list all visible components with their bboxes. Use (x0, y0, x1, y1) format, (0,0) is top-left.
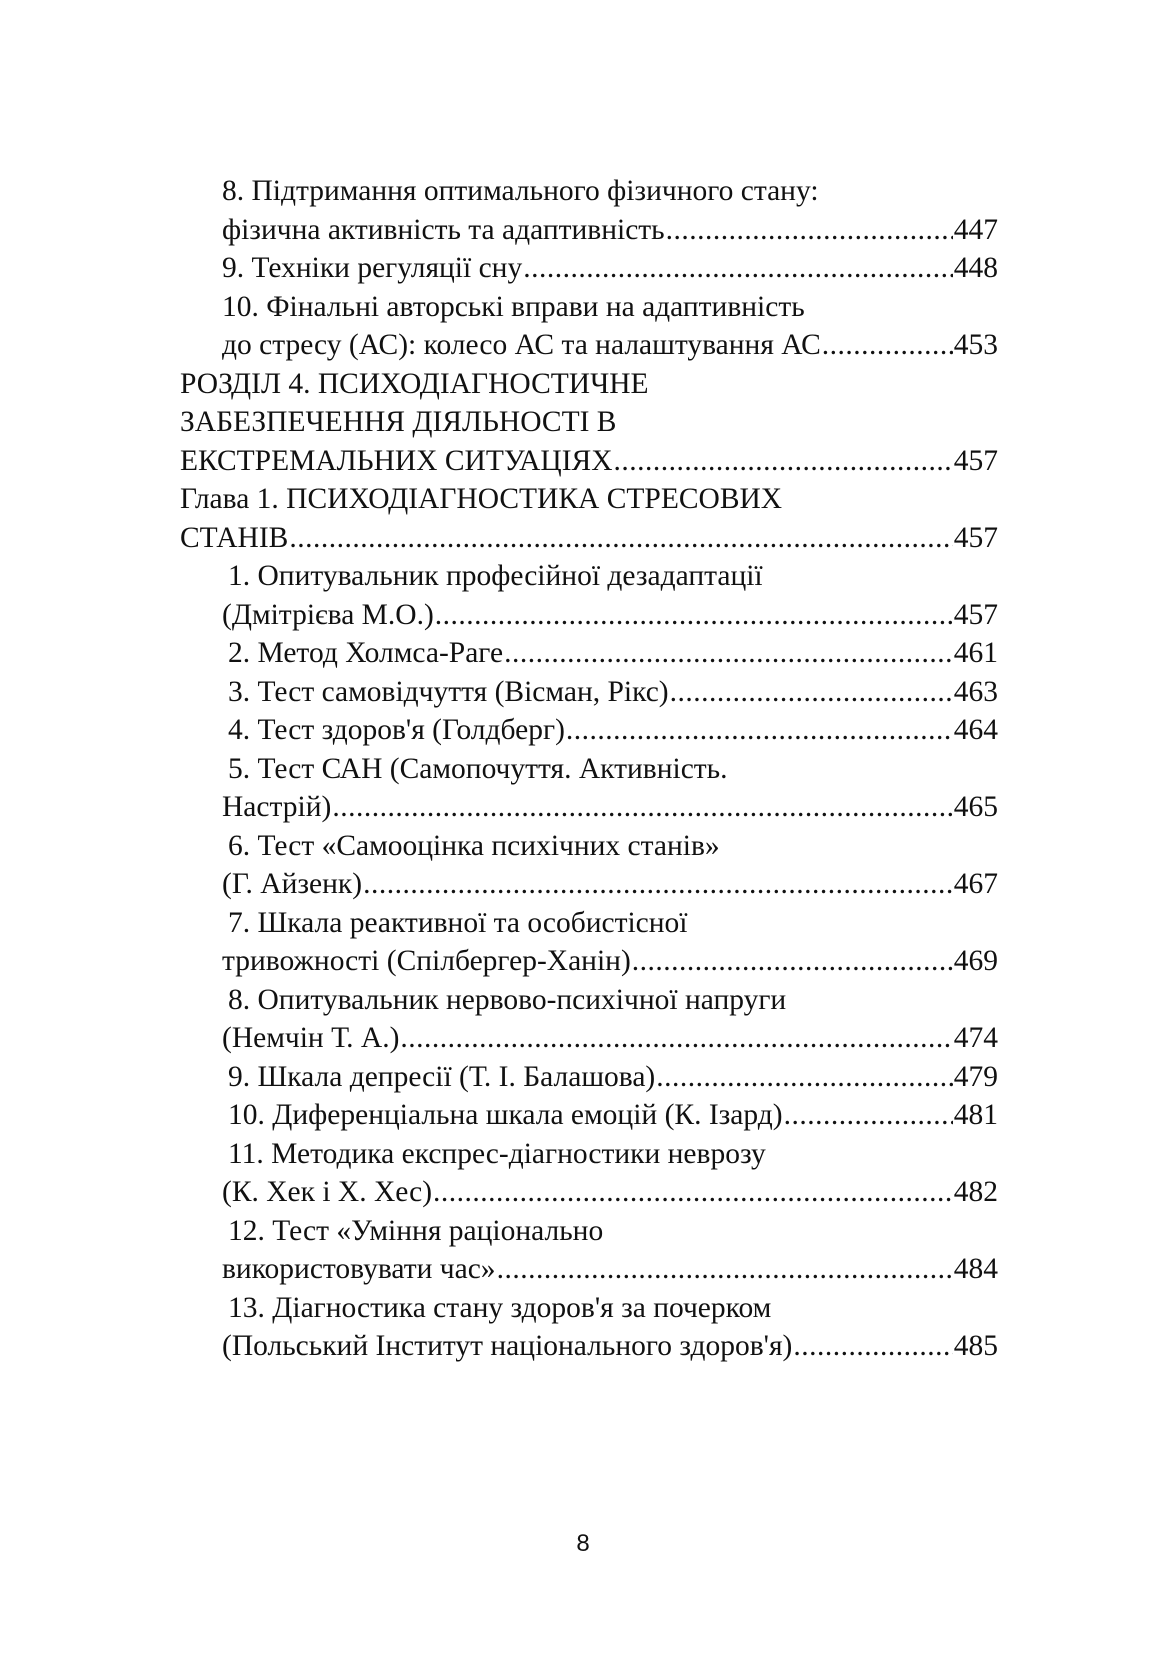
dot-leader (504, 634, 953, 673)
toc-entry (180, 634, 998, 673)
toc-entry-title: 4. Тест здоров'я (Голдберг) (228, 714, 565, 746)
toc-entry-title: 8. Опитувальник нервово-психічної напруги (228, 983, 787, 1016)
toc-entry-title: 2. Метод Холмса-Раге (228, 637, 504, 669)
toc-entry-title: 9. Техніки регуляції сну (222, 252, 523, 284)
toc-entry (180, 750, 998, 789)
toc-entry-page: 448 (953, 252, 998, 284)
toc-entry (180, 288, 998, 327)
toc-entry-title: (Дмітрієва М.О.) (222, 598, 434, 631)
dot-leader (784, 1096, 953, 1135)
toc-entry-title: 6. Тест «Самооцінка психічних станів» (228, 829, 720, 862)
toc-entry-title: Настрій) (222, 791, 332, 823)
toc-entry (180, 1250, 998, 1289)
dot-leader (435, 596, 953, 635)
toc-entry-title: 10. Диференціальна шкала емоцій (К. Ізард) (228, 1099, 783, 1131)
dot-leader (523, 249, 953, 288)
toc-entry (180, 1096, 998, 1135)
dot-leader (566, 711, 953, 750)
toc-entry (180, 172, 998, 211)
toc-entry-title: 11. Методика експрес-діагностики неврозу (228, 1137, 766, 1170)
toc-entry-page: 484 (953, 1253, 998, 1285)
toc-entry-page: 447 (953, 213, 998, 246)
toc-entry (180, 1019, 998, 1058)
toc-entry-title: (К. Хек і Х. Хес) (222, 1176, 433, 1208)
dot-leader (332, 788, 952, 827)
page-number: 8 (576, 1530, 590, 1557)
toc-entry-page: 453 (953, 329, 998, 361)
toc-entry (180, 1212, 998, 1251)
toc-entry-title: використовувати час» (222, 1253, 496, 1285)
toc-entry (180, 827, 998, 866)
toc-entry-title: 3. Тест самовідчуття (Вісман, Рікс) (228, 675, 669, 708)
toc-entry-title: ЕКСТРЕМАЛЬНИХ СИТУАЦІЯХ (180, 444, 613, 477)
dot-leader (400, 1019, 952, 1058)
dot-leader (614, 442, 953, 481)
toc-entry (180, 480, 998, 519)
toc-entry-page: 457 (953, 598, 998, 631)
toc-entry-page: 481 (953, 1099, 998, 1131)
toc-entry-title: (Г. Айзенк) (222, 868, 363, 900)
toc-entry-title: тривожності (Спілбергер-Ханін) (222, 945, 631, 977)
toc-entry (180, 249, 998, 288)
toc-entry (180, 596, 998, 635)
toc-entry (180, 211, 998, 250)
toc-entry-title: 7. Шкала реактивної та особистісної (228, 906, 688, 939)
toc-entry-page: 464 (953, 714, 998, 746)
toc-entry-title: фізична активність та адаптивність (222, 213, 665, 246)
toc-entry (180, 904, 998, 943)
toc-entry-page: 457 (953, 521, 998, 554)
toc-entry-title: 10. Фінальні авторські вправи на адаптивність (222, 290, 805, 323)
toc-entry-title: до стресу (АС): колесо АС та налаштування АС (222, 329, 821, 361)
table-of-contents (180, 172, 998, 1366)
toc-entry-page: 482 (953, 1176, 998, 1208)
toc-entry (180, 942, 998, 981)
toc-entry-page: 461 (953, 637, 998, 669)
dot-leader (289, 519, 952, 558)
dot-leader (632, 942, 953, 981)
toc-entry-title: 5. Тест САН (Самопочуття. Активність. (228, 752, 728, 785)
toc-entry-title: Глава 1. ПСИХОДІАГНОСТИКА СТРЕСОВИХ (180, 483, 783, 515)
toc-entry (180, 1289, 998, 1328)
toc-entry-title: 13. Діагностика стану здоров'я за почерком (228, 1291, 772, 1324)
toc-entry (180, 1327, 998, 1366)
toc-entry-title: 1. Опитувальник професійної дезадаптації (228, 560, 763, 592)
toc-entry-title: СТАНІВ (180, 521, 289, 554)
toc-entry (180, 1058, 998, 1097)
toc-entry-page: 463 (953, 675, 998, 708)
toc-entry-title: 8. Підтримання оптимального фізичного стану: (222, 175, 819, 207)
toc-entry (180, 1173, 998, 1212)
toc-entry (180, 519, 998, 558)
dot-leader (666, 211, 953, 250)
toc-entry-title: 12. Тест «Уміння раціонально (228, 1214, 604, 1247)
toc-entry (180, 365, 998, 404)
toc-entry (180, 442, 998, 481)
toc-entry (180, 1135, 998, 1174)
dot-leader (793, 1327, 952, 1366)
dot-leader (433, 1173, 953, 1212)
toc-entry-title: РОЗДІЛ 4. ПСИХОДІАГНОСТИЧНЕ (180, 367, 649, 400)
toc-entry-page: 485 (953, 1330, 998, 1362)
toc-entry-page: 469 (953, 945, 998, 977)
dot-leader (497, 1250, 953, 1289)
toc-entry-page: 467 (953, 868, 998, 900)
toc-entry-title: ЗАБЕЗПЕЧЕННЯ ДІЯЛЬНОСТІ В (180, 406, 617, 438)
toc-entry-page: 479 (953, 1060, 998, 1093)
toc-entry (180, 865, 998, 904)
toc-entry (180, 788, 998, 827)
dot-leader (656, 1058, 952, 1097)
dot-leader (822, 326, 953, 365)
dot-leader (670, 673, 953, 712)
dot-leader (363, 865, 953, 904)
toc-entry (180, 326, 998, 365)
toc-entry-title: (Польський Інститут національного здоров'я) (222, 1330, 793, 1362)
toc-entry-page: 457 (953, 444, 998, 477)
toc-entry (180, 557, 998, 596)
toc-entry-title: (Немчін Т. А.) (222, 1022, 400, 1054)
toc-entry (180, 673, 998, 712)
toc-entry (180, 711, 998, 750)
toc-entry-page: 465 (953, 791, 998, 823)
toc-entry (180, 403, 998, 442)
toc-entry (180, 981, 998, 1020)
toc-entry-page: 474 (953, 1022, 998, 1054)
toc-entry-title: 9. Шкала депресії (Т. І. Балашова) (228, 1060, 656, 1093)
